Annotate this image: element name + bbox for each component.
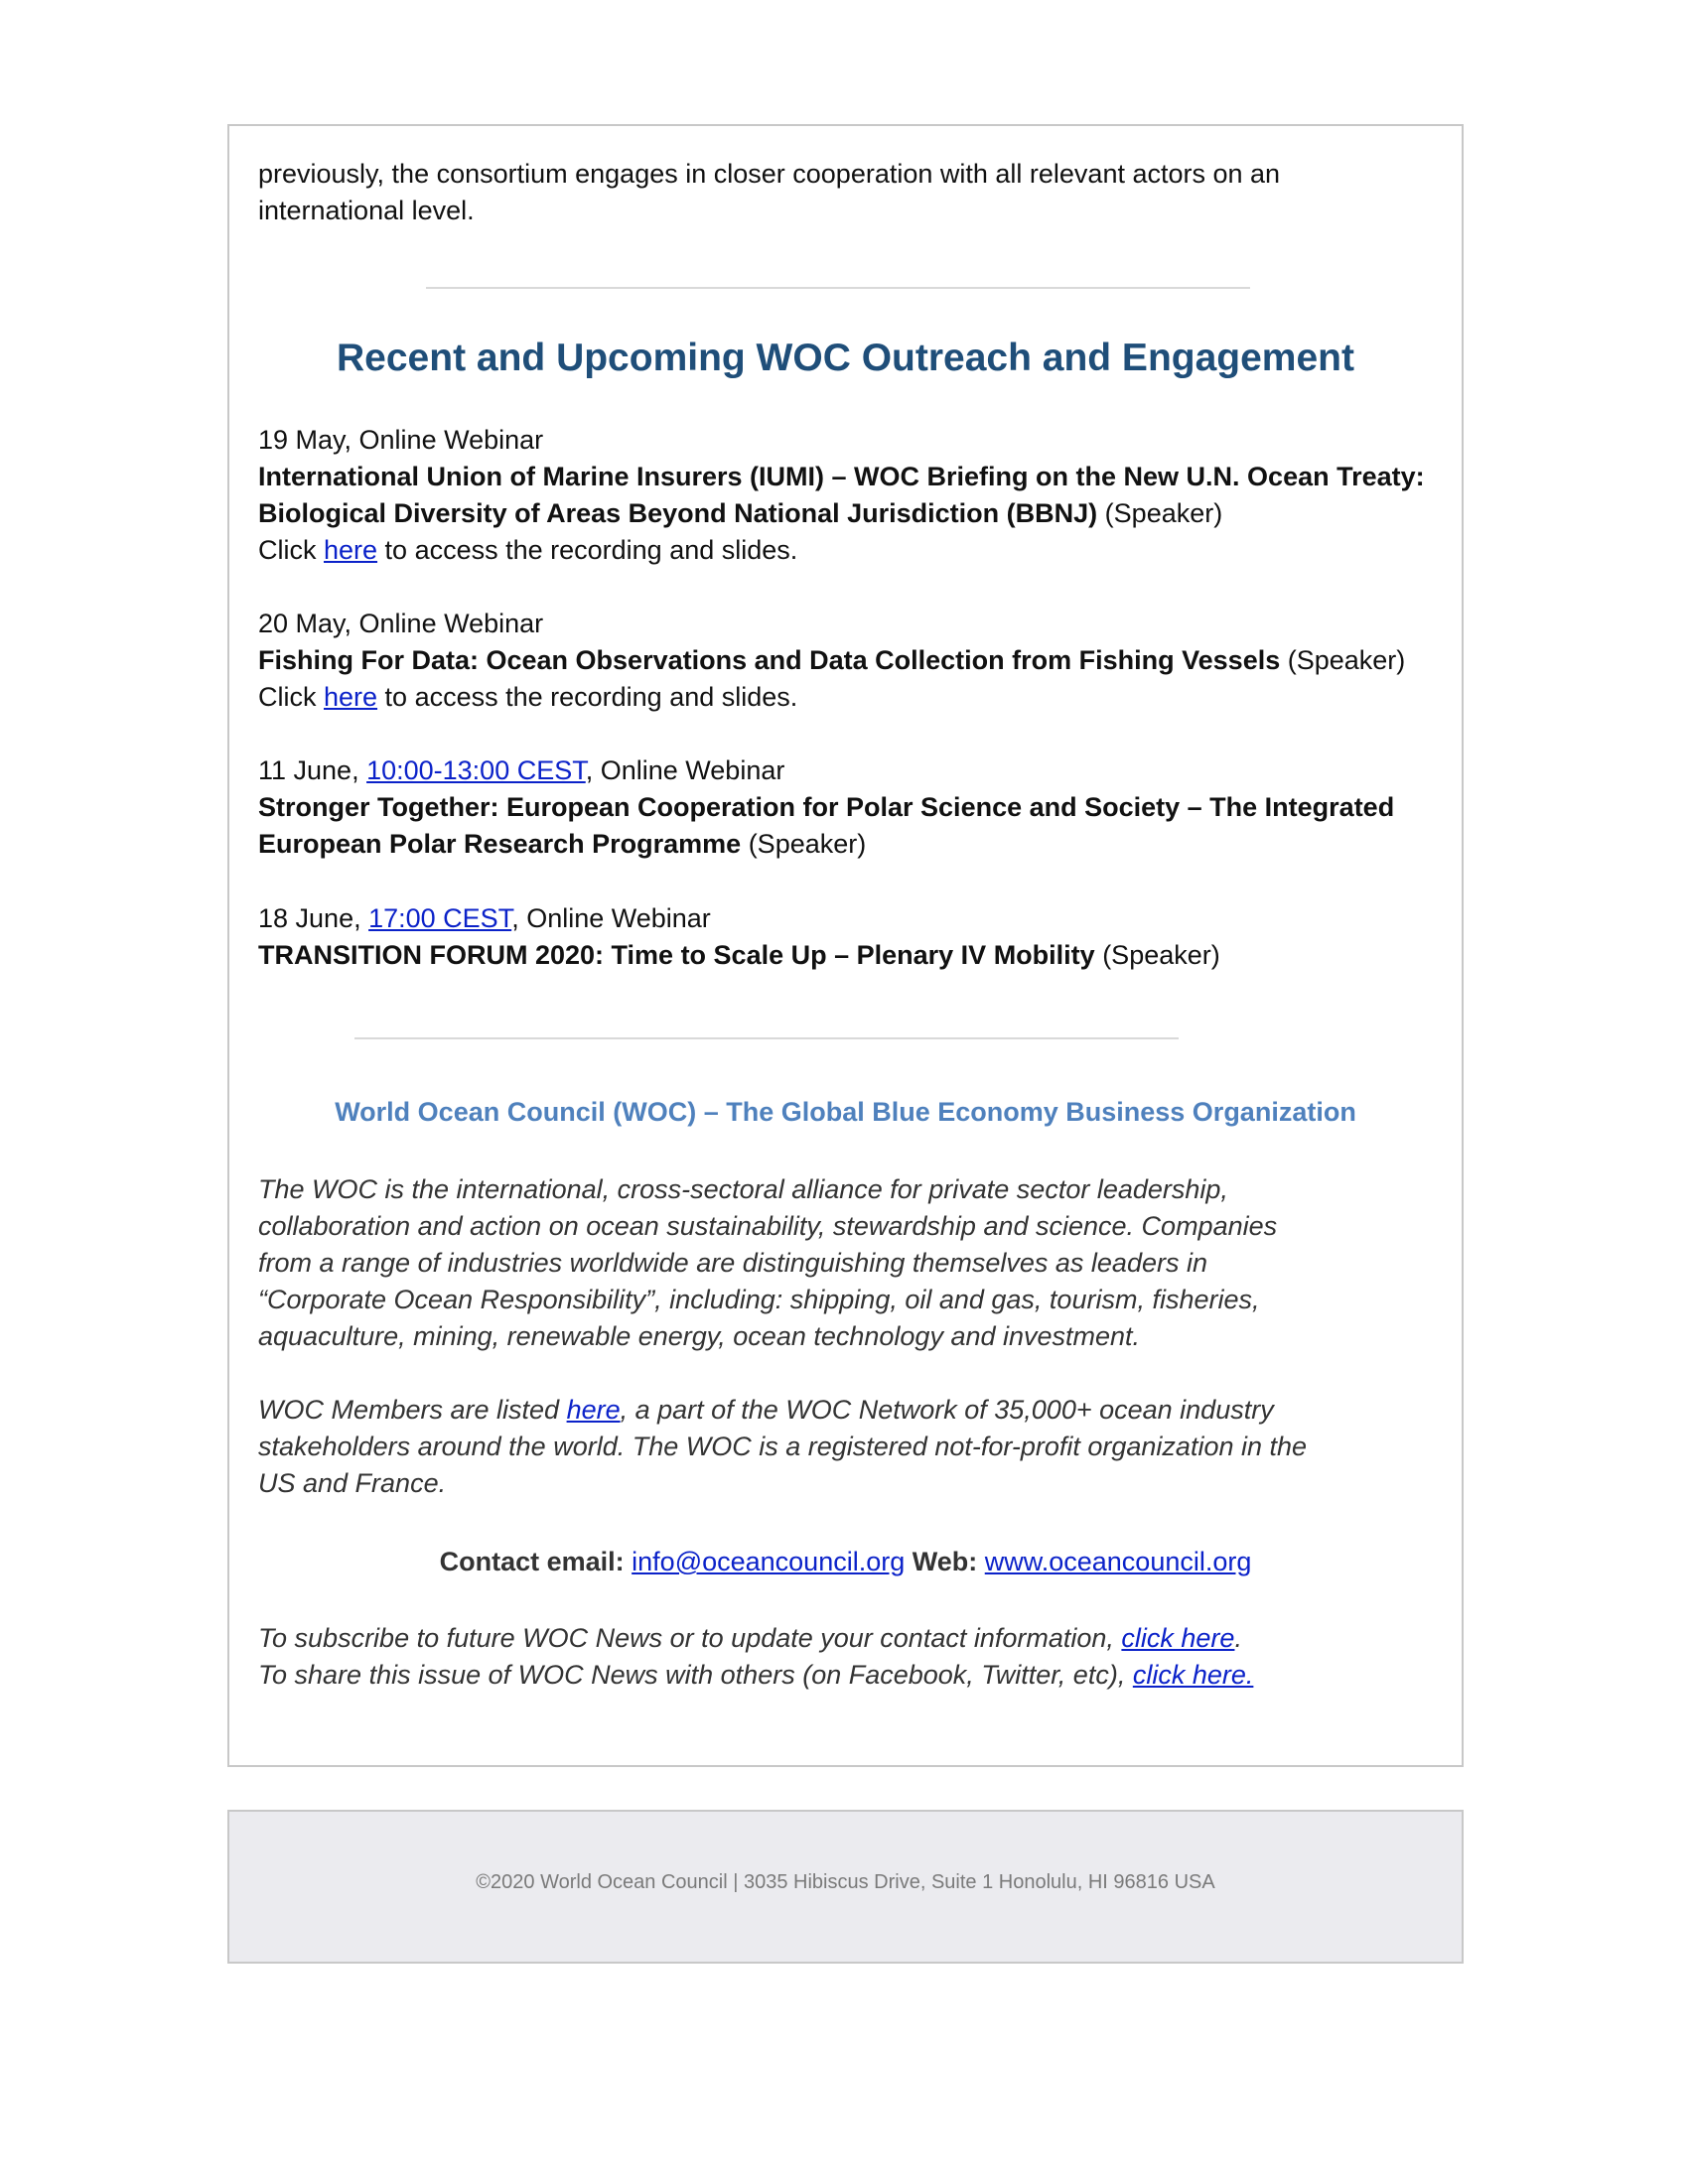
intro-line: previously, the consortium engages in closer cooperation with all relevant actors on an (258, 159, 1281, 189)
share-text: To share this issue of WOC News with others (on Facebook, Twitter, etc), (258, 1660, 1133, 1690)
members-text: WOC Members are listed (258, 1395, 567, 1425)
event-title: Stronger Together: European Cooperation for Polar Science and Society – The Integrated (258, 792, 1395, 822)
subscribe-text: To subscribe to future WOC News or to update your contact information, (258, 1623, 1122, 1653)
about-line: collaboration and action on ocean sustainability, stewardship and science. Companies (258, 1211, 1278, 1241)
event-title: Biological Diversity of Areas Beyond National Jurisdiction (BBNJ) (258, 498, 1098, 528)
members-link[interactable]: here (566, 1395, 621, 1425)
click-text: to access the recording and slides. (377, 535, 798, 565)
event-date: 11 June, (258, 755, 367, 785)
members-text: US and France. (258, 1468, 447, 1498)
members-paragraph (258, 1392, 1372, 1502)
recording-link[interactable]: here (324, 535, 378, 565)
members-text: , a part of the WOC Network of 35,000+ ocean industry (620, 1395, 1274, 1425)
event-role: (Speaker) (1094, 940, 1220, 970)
event-date: 18 June, (258, 903, 369, 933)
about-paragraph (258, 1171, 1372, 1355)
event-title: International Union of Marine Insurers (IUMI) – WOC Briefing on the New U.N. Ocean Treaty: (258, 462, 1425, 491)
about-line: from a range of industries worldwide are distinguishing themselves as leaders in (258, 1248, 1207, 1278)
email-label: Contact email: (439, 1547, 633, 1576)
about-line: aquaculture, mining, renewable energy, ocean technology and investment. (258, 1321, 1141, 1351)
subscribe-paragraph (258, 1620, 1442, 1694)
event-role: (Speaker) (1280, 645, 1406, 675)
event-role: (Speaker) (741, 829, 867, 859)
event-date: 20 May, Online Webinar (258, 609, 544, 638)
event-item (258, 900, 1442, 974)
about-subhead: World Ocean Council (WOC) – The Global Blue Economy Business Organization (335, 1097, 1356, 1127)
footer-address: ©2020 World Ocean Council | 3035 Hibiscus Drive, Suite 1 Honolulu, HI 96816 USA (476, 1871, 1215, 1893)
click-text: to access the recording and slides. (377, 682, 798, 712)
intro-paragraph (258, 156, 1433, 229)
about-line: “Corporate Ocean Responsibility”, including: shipping, oil and gas, tourism, fisheries, (258, 1285, 1260, 1314)
event-date: , Online Webinar (585, 755, 785, 785)
event-date: 19 May, Online Webinar (258, 425, 544, 455)
footer (227, 1810, 1464, 1964)
share-link[interactable]: click here. (1132, 1660, 1254, 1690)
section-title: Recent and Upcoming WOC Outreach and Engagement (337, 337, 1354, 379)
event-role: (Speaker) (1097, 498, 1223, 528)
subscribe-link[interactable]: click here (1121, 1623, 1235, 1653)
time-link[interactable]: 17:00 CEST (368, 903, 512, 933)
subscribe-text: . (1234, 1623, 1242, 1653)
event-date: , Online Webinar (511, 903, 711, 933)
event-item (258, 752, 1442, 863)
click-text: Click (258, 682, 324, 712)
contact-line (229, 1547, 1462, 1577)
event-title: Fishing For Data: Ocean Observations and Data Collection from Fishing Vessels (258, 645, 1281, 675)
members-text: stakeholders around the world. The WOC is a registered not-for-profit organization in the (258, 1432, 1308, 1461)
click-text: Click (258, 535, 324, 565)
web-link[interactable]: www.oceancouncil.org (984, 1547, 1252, 1576)
divider (354, 1037, 1179, 1039)
event-title: European Polar Research Programme (258, 829, 742, 859)
event-title: TRANSITION FORUM 2020: Time to Scale Up – Plenary IV Mobility (258, 940, 1095, 970)
time-link[interactable]: 10:00-13:00 CEST (366, 755, 586, 785)
intro-line: international level. (258, 196, 475, 225)
recording-link[interactable]: here (324, 682, 378, 712)
web-label: Web: (905, 1547, 985, 1576)
divider (426, 287, 1250, 289)
event-item (258, 606, 1442, 716)
email-link[interactable]: info@oceancouncil.org (632, 1547, 906, 1576)
newsletter-card (227, 124, 1464, 1767)
about-line: The WOC is the international, cross-sectoral alliance for private sector leadership, (258, 1174, 1228, 1204)
event-item (258, 422, 1442, 569)
